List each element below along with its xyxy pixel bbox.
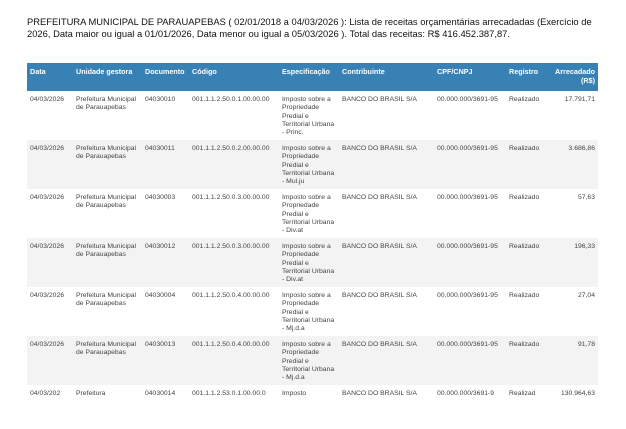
cell-documento: 04030013: [142, 336, 189, 385]
cell-cpf-cnpj: 00.000.000/3691-95: [437, 194, 498, 201]
cell-unidade-gestora: Prefeitura: [76, 390, 106, 397]
cell-registro: Realizado: [506, 140, 546, 189]
cell-documento: 04030012: [142, 238, 189, 287]
cell-especificacao: Imposto sobre a Propriedade Predial e Territorial Urbana - Mul.ju: [279, 140, 339, 189]
report-title: PREFEITURA MUNICIPAL DE PARAUAPEBAS ( 02/01/2018 a 04/03/2026 ): Lista de receitas orçamentárias arrecadadas (Exercício de 2026, Data maior ou igual a 01/01/2026, Data menor ou igual a 05/03/2026 ). Total das receitas: R$ 416.452.387,87.: [27, 16, 592, 39]
column-header-documento[interactable]: Documento: [142, 63, 189, 91]
cell-codigo: 001.1.1.2.50.0.2.00.00.00: [189, 140, 279, 189]
cell-registro: Realizado: [509, 194, 540, 201]
cell-contribuinte: BANCO DO BRASIL S/A: [342, 390, 417, 397]
table-row: [27, 189, 598, 238]
cell-especificacao: Imposto sobre a Propriedade Predial e Territorial Urbana - Princ.: [282, 96, 335, 137]
cell-documento: 04030010: [145, 96, 176, 103]
cell-registro: Realizado: [509, 292, 540, 299]
column-header-data[interactable]: Data: [27, 63, 73, 91]
column-header-cpf-cnpj[interactable]: CPF/CNPJ: [434, 63, 506, 91]
cell-arrecadado: 130.964,63: [560, 390, 595, 397]
cell-data: 04/03/2026: [30, 194, 65, 201]
cell-registro: Realizad: [509, 390, 536, 397]
cell-codigo: 001.1.1.2.50.0.3.00.00.00: [189, 238, 279, 287]
cell-unidade-gestora: Prefeitura Municipal de Parauapebas: [76, 292, 137, 308]
cell-codigo: 001.1.1.2.50.0.3.00.00.00: [192, 194, 270, 201]
cell-unidade-gestora: Prefeitura Municipal de Parauapebas: [76, 194, 137, 210]
cell-contribuinte: BANCO DO BRASIL S/A: [339, 140, 434, 189]
table-row: [27, 140, 598, 189]
cell-especificacao: Imposto sobre a Propriedade Predial e Territorial Urbana - Div.at: [279, 238, 339, 287]
cell-documento: 04030014: [145, 390, 176, 397]
cell-documento: 04030004: [145, 292, 176, 299]
cell-cpf-cnpj: 00.000.000/3691-95: [437, 292, 498, 299]
cell-data: 04/03/2026: [27, 238, 73, 287]
cell-unidade-gestora: Prefeitura Municipal de Parauapebas: [73, 238, 142, 287]
cell-registro: Realizado: [506, 336, 546, 385]
cell-codigo: 001.1.1.2.50.0.4.00.00.00: [189, 336, 279, 385]
column-header-contribuinte[interactable]: Contribuinte: [339, 63, 434, 91]
cell-contribuinte: BANCO DO BRASIL S/A: [339, 336, 434, 385]
cell-registro: Realizado: [509, 96, 540, 103]
cell-cpf-cnpj: 00.000.000/3691-95: [437, 96, 498, 103]
column-header-unidade-gestora[interactable]: Unidade gestora: [73, 63, 142, 91]
cell-cpf-cnpj: 00.000.000/3691-95: [434, 336, 506, 385]
table-row: [27, 336, 598, 385]
cell-arrecadado: 196,33: [546, 238, 598, 287]
table-row: [27, 385, 598, 410]
cell-documento: 04030003: [145, 194, 176, 201]
cell-contribuinte: BANCO DO BRASIL S/A: [339, 238, 434, 287]
cell-data: 04/03/2026: [27, 140, 73, 189]
revenue-table: [27, 63, 598, 410]
cell-codigo: 001.1.1.2.50.0.4.00.00.00: [192, 292, 270, 299]
table-row: [27, 91, 598, 140]
cell-documento: 04030011: [142, 140, 189, 189]
cell-arrecadado: 17.791,71: [564, 96, 595, 103]
cell-data: 04/03/2026: [30, 96, 65, 103]
cell-arrecadado: 3.686,86: [546, 140, 598, 189]
cell-data: 04/03/2026: [30, 292, 65, 299]
cell-unidade-gestora: Prefeitura Municipal de Parauapebas: [73, 336, 142, 385]
cell-arrecadado: 57,63: [577, 194, 595, 201]
cell-unidade-gestora: Prefeitura Municipal de Parauapebas: [76, 96, 137, 112]
column-header-codigo[interactable]: Código: [189, 63, 279, 91]
cell-registro: Realizado: [506, 238, 546, 287]
cell-especificacao: Imposto sobre a Propriedade Predial e Territorial Urbana - Mj.d.a: [282, 292, 335, 333]
cell-especificacao: Imposto sobre a Propriedade Predial e Territorial Urbana - Div.at: [282, 194, 335, 235]
cell-contribuinte: BANCO DO BRASIL S/A: [342, 292, 417, 299]
cell-cpf-cnpj: 00.000.000/3691-95: [434, 238, 506, 287]
cell-cpf-cnpj: 00.000.000/3691-95: [434, 140, 506, 189]
table-row: [27, 238, 598, 287]
cell-especificacao: Imposto sobre a Propriedade Predial e Territorial Urbana - Mj.d.a: [279, 336, 339, 385]
cell-arrecadado: 27,04: [577, 292, 595, 299]
cell-data: 04/03/202: [30, 390, 61, 397]
cell-unidade-gestora: Prefeitura Municipal de Parauapebas: [73, 140, 142, 189]
cell-especificacao: Imposto: [282, 390, 307, 397]
table-header-row: [27, 63, 598, 91]
column-header-especificacao[interactable]: Especificação: [279, 63, 339, 91]
column-header-registro[interactable]: Registro: [506, 63, 546, 91]
cell-data: 04/03/2026: [27, 336, 73, 385]
cell-codigo: 001.1.1.2.53.0.1.00.00.0: [192, 390, 266, 397]
cell-contribuinte: BANCO DO BRASIL S/A: [342, 96, 417, 103]
cell-arrecadado: 91,78: [546, 336, 598, 385]
column-header-arrecadado[interactable]: Arrecadado (R$): [546, 63, 598, 91]
table-row: [27, 287, 598, 336]
cell-cpf-cnpj: 00.000.000/3691-9: [437, 390, 495, 397]
cell-codigo: 001.1.1.2.50.0.1.00.00.00: [192, 96, 270, 103]
cell-contribuinte: BANCO DO BRASIL S/A: [342, 194, 417, 201]
